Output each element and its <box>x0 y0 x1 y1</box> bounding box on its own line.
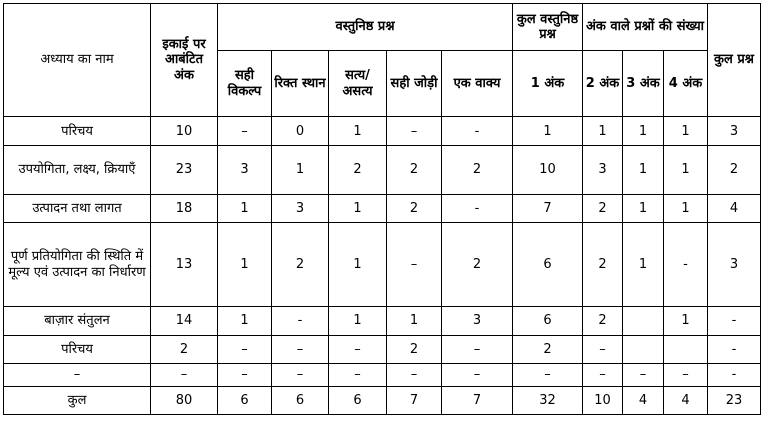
total-row <box>4 387 761 415</box>
value-cell: 80 <box>151 387 218 415</box>
value-cell: – <box>513 364 583 387</box>
value-cell: 1 <box>583 117 623 146</box>
value-cell: 32 <box>513 387 583 415</box>
value-cell: - <box>664 222 708 307</box>
value-cell: 1 <box>623 117 664 146</box>
header-three-mark: 3 अंक <box>623 51 664 117</box>
value-cell: – <box>387 364 442 387</box>
table-row <box>4 146 761 195</box>
value-cell: 1 <box>218 307 272 336</box>
header-unit-marks: इकाई पर आबंटित अंक <box>151 4 218 117</box>
value-cell <box>623 336 664 364</box>
header-total-objective: कुल वस्तुनिष्ठ प्रश्न <box>513 4 583 51</box>
value-cell: 1 <box>218 222 272 307</box>
total-questions-cell: 3 <box>708 222 761 307</box>
value-cell: – <box>272 336 329 364</box>
value-cell: – <box>218 117 272 146</box>
chapter-cell: कुल <box>4 387 151 415</box>
value-cell: – <box>329 364 387 387</box>
value-cell: 1 <box>387 307 442 336</box>
value-cell: 2 <box>513 336 583 364</box>
header-chapter-name: अध्याय का नाम <box>4 4 151 117</box>
value-cell: 1 <box>664 195 708 223</box>
value-cell: – <box>272 364 329 387</box>
value-cell: 1 <box>664 307 708 336</box>
total-questions-cell: 3 <box>708 117 761 146</box>
value-cell: 7 <box>387 387 442 415</box>
header-fill-blank: रिक्त स्थान <box>272 51 329 117</box>
value-cell: – <box>387 222 442 307</box>
table-row <box>4 117 761 146</box>
value-cell: – <box>583 336 623 364</box>
total-questions-cell: 2 <box>708 146 761 195</box>
total-questions-cell: 4 <box>708 195 761 223</box>
header-marks-count: अंक वाले प्रश्नों की संख्या <box>583 4 708 51</box>
value-cell: 2 <box>387 195 442 223</box>
marks-distribution-table <box>3 3 761 415</box>
value-cell: 2 <box>442 146 513 195</box>
table-row <box>4 364 761 387</box>
value-cell: – <box>218 364 272 387</box>
value-cell: 3 <box>442 307 513 336</box>
header-one-sentence: एक वाक्य <box>442 51 513 117</box>
value-cell: 1 <box>329 195 387 223</box>
value-cell <box>664 336 708 364</box>
value-cell: 1 <box>623 195 664 223</box>
value-cell: - <box>272 307 329 336</box>
value-cell: 3 <box>272 195 329 223</box>
value-cell: 1 <box>623 222 664 307</box>
value-cell: 2 <box>151 336 218 364</box>
value-cell: 1 <box>218 195 272 223</box>
value-cell: – <box>442 364 513 387</box>
value-cell: – <box>151 364 218 387</box>
header-true-false: सत्य/ असत्य <box>329 51 387 117</box>
chapter-cell: परिचय <box>4 117 151 146</box>
value-cell: 7 <box>442 387 513 415</box>
header-true-false-choice: सही विकल्प <box>218 51 272 117</box>
value-cell: 10 <box>513 146 583 195</box>
value-cell: 23 <box>151 146 218 195</box>
table-row <box>4 222 761 307</box>
value-cell: 1 <box>664 117 708 146</box>
value-cell: 6 <box>272 387 329 415</box>
value-cell: 2 <box>583 222 623 307</box>
value-cell: 6 <box>513 307 583 336</box>
value-cell: 10 <box>151 117 218 146</box>
value-cell: 1 <box>329 117 387 146</box>
table-row <box>4 195 761 223</box>
header-one-mark: 1 अंक <box>513 51 583 117</box>
header-row-1 <box>4 4 761 51</box>
value-cell: 2 <box>272 222 329 307</box>
value-cell: 4 <box>623 387 664 415</box>
value-cell: – <box>623 364 664 387</box>
value-cell <box>623 307 664 336</box>
chapter-cell: बाज़ार संतुलन <box>4 307 151 336</box>
value-cell: 6 <box>513 222 583 307</box>
table-row <box>4 307 761 336</box>
value-cell: - <box>442 117 513 146</box>
value-cell: 3 <box>218 146 272 195</box>
value-cell: 3 <box>583 146 623 195</box>
value-cell: - <box>442 195 513 223</box>
value-cell: 13 <box>151 222 218 307</box>
table-row <box>4 336 761 364</box>
chapter-cell: उत्पादन तथा लागत <box>4 195 151 223</box>
value-cell: 1 <box>329 307 387 336</box>
value-cell: – <box>329 336 387 364</box>
value-cell: 4 <box>664 387 708 415</box>
header-two-mark: 2 अंक <box>583 51 623 117</box>
value-cell: 1 <box>664 146 708 195</box>
value-cell: 1 <box>513 117 583 146</box>
value-cell: 1 <box>329 222 387 307</box>
value-cell: 2 <box>387 146 442 195</box>
value-cell: 2 <box>387 336 442 364</box>
value-cell: 2 <box>583 195 623 223</box>
value-cell: 6 <box>329 387 387 415</box>
chapter-cell: पूर्ण प्रतियोगिता की स्थिति में मूल्य एवं उत्पादन का निर्धारण <box>4 222 151 307</box>
value-cell: – <box>583 364 623 387</box>
value-cell: 2 <box>442 222 513 307</box>
chapter-cell: – <box>4 364 151 387</box>
value-cell: 2 <box>583 307 623 336</box>
value-cell: – <box>218 336 272 364</box>
total-questions-cell: - <box>708 364 761 387</box>
header-four-mark: 4 अंक <box>664 51 708 117</box>
value-cell: 2 <box>329 146 387 195</box>
total-questions-cell: - <box>708 336 761 364</box>
value-cell: – <box>387 117 442 146</box>
value-cell: 6 <box>218 387 272 415</box>
value-cell: 0 <box>272 117 329 146</box>
value-cell: – <box>664 364 708 387</box>
header-total-questions: कुल प्रश्न <box>708 4 761 117</box>
value-cell: 1 <box>272 146 329 195</box>
header-objective: वस्तुनिष्ठ प्रश्न <box>218 4 513 51</box>
value-cell: 1 <box>623 146 664 195</box>
value-cell: 14 <box>151 307 218 336</box>
chapter-cell: परिचय <box>4 336 151 364</box>
value-cell: – <box>442 336 513 364</box>
total-questions-cell: - <box>708 307 761 336</box>
value-cell: 7 <box>513 195 583 223</box>
value-cell: 18 <box>151 195 218 223</box>
chapter-cell: उपयोगिता, लक्ष्य, क्रियाएँ <box>4 146 151 195</box>
header-match: सही जोड़ी <box>387 51 442 117</box>
value-cell: 10 <box>583 387 623 415</box>
total-questions-cell: 23 <box>708 387 761 415</box>
